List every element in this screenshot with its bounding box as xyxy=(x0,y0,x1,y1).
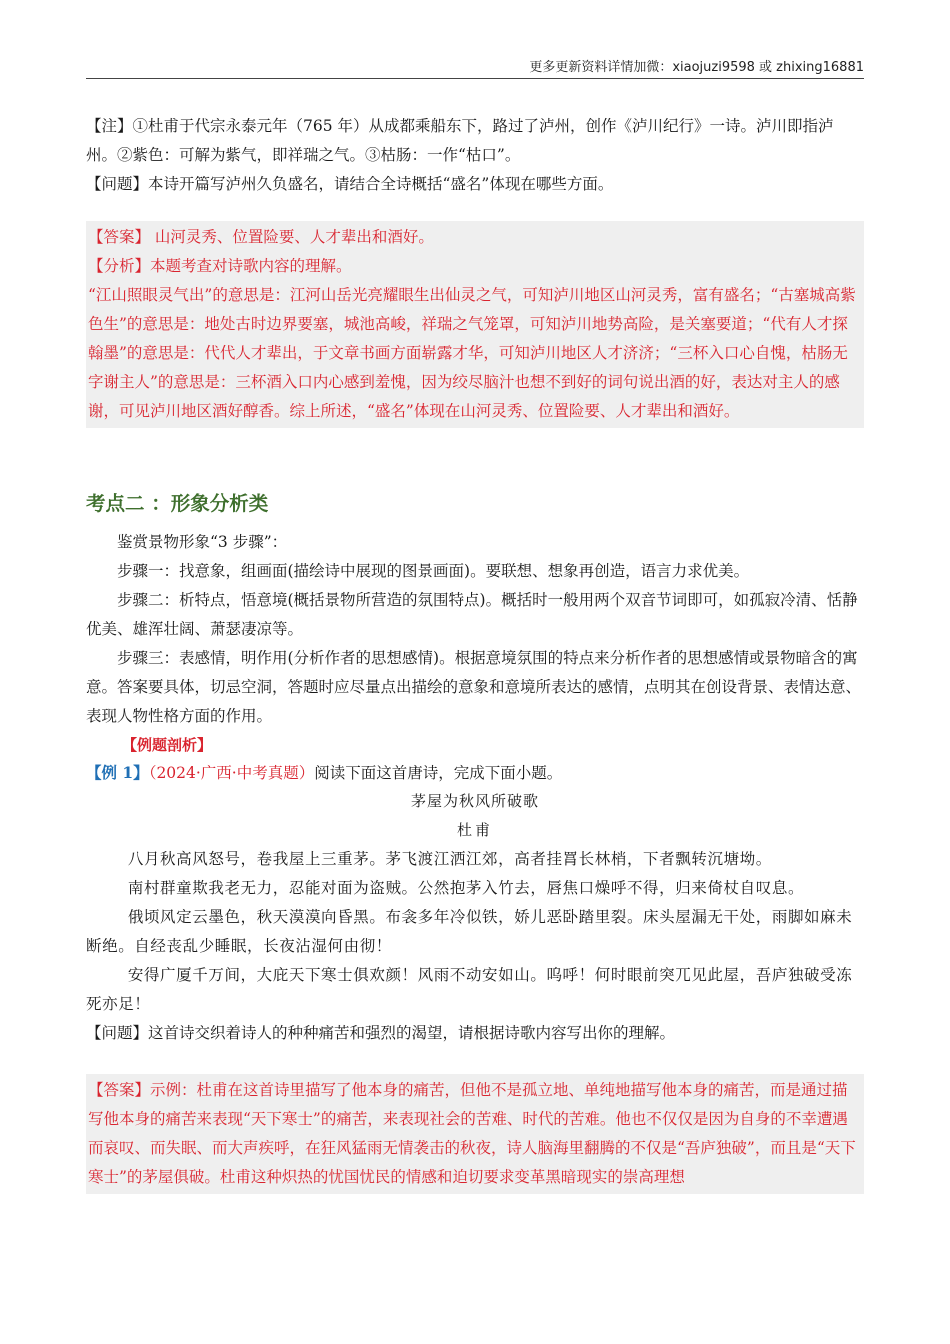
header-divider xyxy=(86,78,864,79)
step-3: 步骤三：表感情，明作用(分析作者的思想感情)。根据意境氛围的特点来分析作者的思想感情或景物暗含的寓意。答案要具体，切忌空洞，答题时应尽量点出描绘的意象和意境所表达的感情，点明其在创设背景、表情达意、表现人物性格方面的作用。 xyxy=(86,649,862,725)
poem-stanza-1: 八月秋高风怒号，卷我屋上三重茅。茅飞渡江洒江郊，高者挂罥长林梢，下者飘转沉塘坳。 xyxy=(127,850,772,868)
example-heading: 【例题剖析】 xyxy=(122,736,213,754)
answer-2-text: 【答案】示例：杜甫在这首诗里描写了他本身的痛苦，但他不是孤立地、单纯地描写他本身的痛苦，而是通过描写他本身的痛苦来表现“天下寒士”的痛苦，来表现社会的苦难、时代的苦难。他也不仅仅是因为自身的不幸遭遇而哀叹、而失眠、而大声疾呼，在狂风猛雨无情袭击的秋夜，诗人脑海里翻腾的不仅是“吾庐独破”，而且是“天下寒士”的茅屋俱破。杜甫这种炽热的忧国忧民的情感和迫切要求变革黑暗现实的崇高理想 xyxy=(88,1081,856,1186)
poem-stanza-4: 安得广厦千万间，大庇天下寒士俱欢颜！风雨不动安如山。呜呼！何时眼前突兀见此屋，吾庐独破受冻死亦足！ xyxy=(86,966,853,1013)
answer-box-1 xyxy=(86,221,864,428)
poem-author: 杜甫 xyxy=(456,821,493,839)
steps-intro: 鉴赏景物形象“3 步骤”： xyxy=(117,533,288,551)
example-intro-line xyxy=(86,759,864,787)
question-2: 【问题】这首诗交织着诗人的种种痛苦和强烈的渴望，请根据诗歌内容写出你的理解。 xyxy=(86,1024,676,1042)
step-2: 步骤二：析特点，悟意境(概括景物所营造的氛围特点)。概括时一般用两个双音节词即可，如孤寂冷清、恬静优美、雄浑壮阔、萧瑟凄凉等。 xyxy=(86,591,858,638)
note-paragraph: 【注】①杜甫于代宗永泰元年（765 年）从成都乘船东下，路过了泸州，创作《泸川纪行》一诗。泸川即指泸州。②紫色：可解为紫气，即祥瑞之气。③枯肠：一作“枯口”。 xyxy=(86,117,834,164)
question-1: 【问题】本诗开篇写泸州久负盛名，请结合全诗概括“盛名”体现在哪些方面。 xyxy=(86,175,614,193)
example-source: （2024·广西·中考真题） xyxy=(148,764,315,782)
example-instruction: 阅读下面这首唐诗，完成下面小题。 xyxy=(314,764,563,782)
section-title: 考点二 ：形象分析类 xyxy=(86,492,269,515)
page-header xyxy=(86,56,864,75)
poem-body xyxy=(86,845,864,1019)
header-contact-text: 更多更新资料详情加微：xiaojuzi9598 或 zhixing16881 xyxy=(529,60,864,75)
answer-box-2 xyxy=(86,1074,864,1194)
analysis-1-body: “江山照眼灵气出”的意思是：江河山岳光亮耀眼生出仙灵之气，可知泸川地区山河灵秀，富有盛名；“古塞城高紫色生”的意思是：地处古时边界要塞，城池高峻，祥瑞之气笼罩，可知泸川地势高险，是关塞要道；“代有人才探翰墨”的意思是：代代人才辈出，于文章书画方面崭露才华，可知泸川地区人才济济；“三杯入口心自愧，枯肠无字谢主人”的意思是：三杯酒入口内心感到羞愧，因为绞尽脑汁也想不到好的词句说出酒的好，表达对主人的感谢，可见泸川地区酒好醇香。综上所述，“盛名”体现在山河灵秀、位置险要、人才辈出和酒好。 xyxy=(88,286,856,420)
poem-stanza-3: 俄顷风定云墨色，秋天漠漠向昏黑。布衾多年冷似铁，娇儿恶卧踏里裂。床头屋漏无干处，雨脚如麻未断绝。自经丧乱少睡眠，长夜沾湿何由彻！ xyxy=(86,908,853,955)
step-1: 步骤一：找意象，组画面(描绘诗中展现的图景画面)。要联想、想象再创造，语言力求优美。 xyxy=(117,562,750,580)
poem-title: 茅屋为秋风所破歌 xyxy=(410,792,539,810)
analysis-1-label: 【分析】本题考查对诗歌内容的理解。 xyxy=(88,257,352,275)
example-tag: 【例 1】 xyxy=(86,763,149,782)
poem-stanza-2: 南村群童欺我老无力，忍能对面为盗贼。公然抱茅入竹去，唇焦口燥呼不得，归来倚杖自叹息。 xyxy=(127,879,805,897)
document-body xyxy=(86,112,864,1194)
answer-1-text: 【答案】 山河灵秀、位置险要、人才辈出和酒好。 xyxy=(88,228,434,246)
